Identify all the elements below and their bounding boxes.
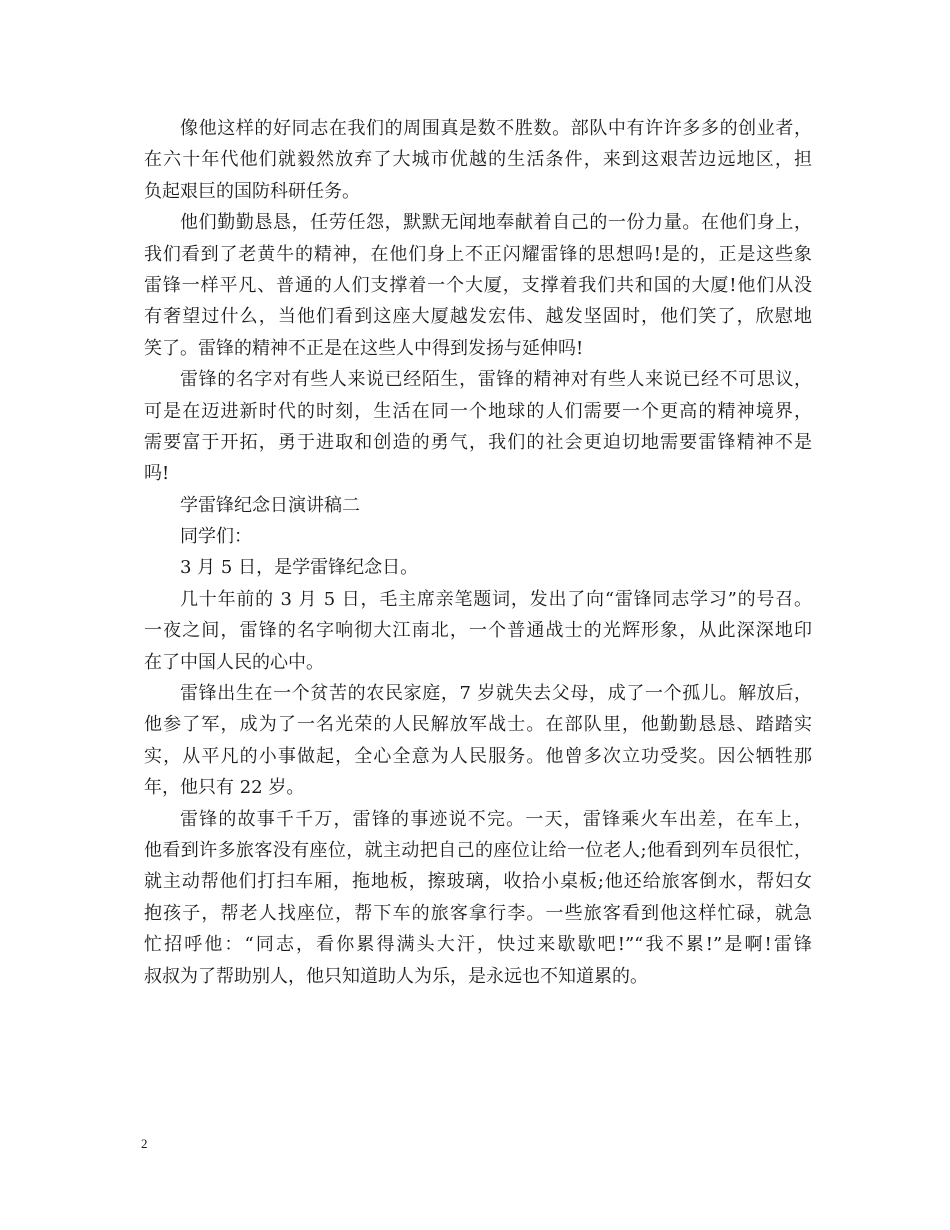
text-line: 有奢望过什么，当他们看到这座大厦越发宏伟、越发坚固时，他们笑了，欣慰地 — [144, 306, 812, 328]
text-line: 几十年前的 3 月 5 日，毛主席亲笔题词，发出了向“雷锋同志学习”的号召。 — [180, 588, 812, 610]
document-body — [144, 113, 812, 992]
text-line: 可是在迈进新时代的时刻，生活在同一个地球的人们需要一个更高的精神境界， — [144, 400, 812, 422]
text-line: 3 月 5 日，是学雷锋纪念日。 — [180, 557, 419, 579]
text-line: 笑了。雷锋的精神不正是在这些人中得到发扬与延伸吗! — [144, 337, 584, 359]
paragraph — [144, 364, 812, 490]
text-line: 学雷锋纪念日演讲稿二 — [180, 494, 360, 516]
text-line: 在了中国人民的心中。 — [144, 651, 324, 673]
text-line: 在六十年代他们就毅然放弃了大城市优越的生活条件，来到这艰苦边远地区，担 — [144, 149, 812, 171]
paragraph — [144, 521, 812, 552]
paragraph — [144, 207, 812, 364]
paragraph — [144, 113, 812, 207]
text-line: 吗! — [144, 463, 170, 485]
text-line: 雷锋一样平凡、普通的人们支撑着一个大厦，支撑着我们共和国的大厦!他们从没 — [144, 274, 812, 296]
text-line: 雷锋出生在一个贫苦的农民家庭，7 岁就失去父母，成了一个孤儿。解放后， — [180, 683, 812, 705]
text-line: 雷锋的故事千千万，雷锋的事迹说不完。一天，雷锋乘火车出差，在车上， — [180, 808, 812, 830]
text-line: 忙招呼他：“同志，看你累得满头大汗，快过来歇歇吧!”“我不累!”是啊!雷锋 — [144, 934, 812, 956]
text-line: 年，他只有 22 岁。 — [144, 777, 305, 799]
text-line: 一夜之间，雷锋的名字响彻大江南北，一个普通战士的光辉形象，从此深深地印 — [144, 620, 812, 642]
text-line: 雷锋的名字对有些人来说已经陌生，雷锋的精神对有些人来说已经不可思议， — [180, 369, 812, 391]
text-line: 像他这样的好同志在我们的周围真是数不胜数。部队中有许许多多的创业者， — [180, 118, 812, 139]
text-line: 需要富于开拓，勇于进取和创造的勇气，我们的社会更迫切地需要雷锋精神不是 — [144, 431, 812, 453]
paragraph — [144, 490, 812, 521]
text-line: 我们看到了老黄牛的精神，在他们身上不正闪耀雷锋的思想吗!是的，正是这些象 — [144, 243, 812, 265]
text-line: 他参了军，成为了一名光荣的人民解放军战士。在部队里，他勤勤恳恳、踏踏实 — [144, 714, 812, 736]
paragraph — [144, 584, 812, 678]
text-line: 同学们： — [180, 526, 252, 548]
paragraph — [144, 804, 812, 992]
text-line: 他们勤勤恳恳，任劳任怨，默默无闻地奉献着自己的一份力量。在他们身上， — [180, 212, 812, 234]
text-line: 负起艰巨的国防科研任务。 — [144, 180, 360, 202]
paragraph — [144, 678, 812, 804]
text-line: 他看到许多旅客没有座位，就主动把自己的座位让给一位老人;他看到列车员很忙， — [144, 839, 812, 861]
text-line: 就主动帮他们打扫车厢，拖地板，擦玻璃，收拾小桌板;他还给旅客倒水，帮妇女 — [144, 871, 812, 893]
text-line: 抱孩子，帮老人找座位，帮下车的旅客拿行李。一些旅客看到他这样忙碌，就急 — [144, 902, 812, 924]
text-line: 实，从平凡的小事做起，全心全意为人民服务。他曾多次立功受奖。因公牺牲那 — [144, 745, 812, 767]
text-line: 叔叔为了帮助别人，他只知道助人为乐，是永远也不知道累的。 — [144, 965, 648, 987]
page-number: 2 — [141, 1136, 148, 1151]
paragraph — [144, 552, 812, 583]
